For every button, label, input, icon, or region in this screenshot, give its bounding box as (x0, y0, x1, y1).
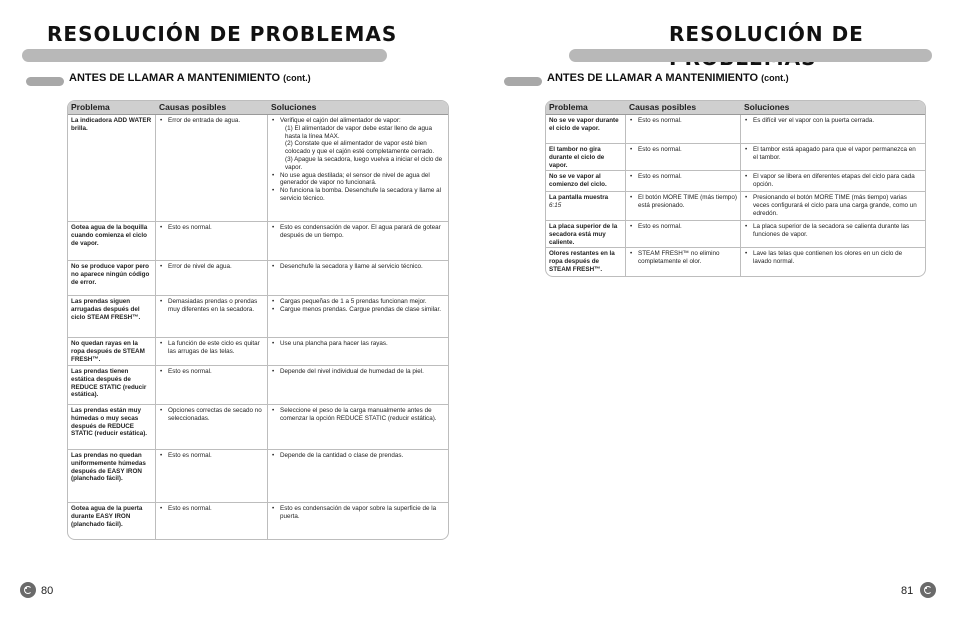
problem-text: No se ve vapor durante el ciclo de vapor. (549, 117, 619, 132)
problem-text: La indicadora ADD WATER brilla. (71, 117, 152, 132)
cause-cell (156, 115, 268, 221)
problem-text: Las prendas siguen arrugadas después del ciclo STEAM FRESH™. (71, 298, 141, 321)
solution-item (753, 223, 922, 239)
problem-cell (68, 115, 156, 221)
cause-list (159, 298, 264, 314)
cause-list (159, 340, 264, 356)
table-header (546, 101, 925, 115)
cause-item: • Esto es normal. (168, 505, 264, 513)
cause-cell (626, 115, 741, 143)
title-divider (22, 49, 387, 62)
problem-cell (68, 338, 156, 365)
cause-list (159, 117, 264, 125)
title-divider (569, 49, 932, 62)
solution-list (271, 368, 445, 376)
problem-text: La placa superior de la secadora está muy caliente. (549, 223, 618, 246)
solution-step: (3) Apague la secadora, luego vuelva a iniciar el ciclo de vapor. (285, 155, 443, 171)
solution-list (271, 407, 445, 423)
table-row (546, 221, 925, 248)
section-pill (26, 77, 64, 86)
section-cont: (cont.) (283, 73, 311, 83)
solution-list (744, 250, 922, 266)
cause-list (629, 194, 737, 210)
cause-cell (626, 221, 741, 247)
problem-cell (68, 366, 156, 404)
cause-list (159, 368, 264, 376)
solution-text: Verifique el cajón del alimentador de vapor: (280, 117, 401, 124)
solution-text: Desenchufe la secadora y llame al servicio técnico. (280, 263, 423, 270)
lg-logo-icon (20, 582, 36, 598)
table-header (68, 101, 448, 115)
solution-item (280, 298, 445, 306)
cause-cell (626, 192, 741, 220)
problem-cell (546, 115, 626, 143)
problem-text: El tambor no gira durante el ciclo de vapor. (549, 146, 605, 169)
solution-cell (268, 222, 448, 260)
table-row (68, 366, 448, 405)
solution-cell (741, 144, 925, 170)
solution-list (271, 505, 445, 521)
column-header: Problema (549, 102, 588, 112)
section-cont: (cont.) (761, 73, 789, 83)
cause-cell (156, 450, 268, 502)
cause-item: • STEAM FRESH™ no elimino completamente el olor. (638, 250, 737, 266)
troubleshooting-table (67, 100, 449, 540)
solution-cell (268, 115, 448, 221)
solution-text: Depende del nivel individual de humedad de la piel. (280, 368, 424, 375)
table-row (68, 405, 448, 450)
solution-text: Use una plancha para hacer las rayas. (280, 340, 388, 347)
cause-list (159, 263, 264, 271)
cause-item: • Esto es normal. (638, 117, 737, 125)
solution-item (280, 187, 445, 203)
column-header: Causas posibles (159, 102, 227, 112)
solution-text: Depende de la cantidad o clase de prendas. (280, 452, 404, 459)
cause-cell (626, 144, 741, 170)
table-row (546, 115, 925, 144)
column-header: Causas posibles (629, 102, 697, 112)
cause-item: • Error de nivel de agua. (168, 263, 264, 271)
problem-text: No se ve vapor al comienzo del ciclo. (549, 173, 607, 188)
solution-text: El tambor está apagado para que el vapor permanezca en el tambor. (753, 146, 916, 161)
problem-text: La pantalla muestra (549, 194, 609, 201)
solution-item (280, 340, 445, 348)
section-title (69, 72, 311, 84)
cause-cell (156, 405, 268, 449)
solution-item (280, 224, 445, 240)
display-readout: 6:15 (549, 201, 562, 209)
problem-text: Las prendas están muy húmedas o muy secas después de REDUCE STATIC (reducir estática). (71, 407, 148, 438)
table-row (68, 115, 448, 222)
solution-text: La placa superior de la secadora se calienta durante las funciones de vapor. (753, 223, 910, 238)
cause-list (159, 505, 264, 513)
problem-cell (68, 405, 156, 449)
solution-step: (2) Constate que el alimentador de vapor esté bien colocado y que el cajón esté completamente cerrado. (285, 140, 435, 156)
cause-list (629, 223, 737, 231)
problem-cell (68, 222, 156, 260)
problem-cell (68, 450, 156, 502)
problem-cell (68, 296, 156, 337)
solution-text: Seleccione el peso de la carga manualmente antes de comenzar la opción REDUCE STATIC (reducir estática). (280, 407, 437, 422)
cause-item: • Esto es normal. (168, 452, 264, 460)
table-row (68, 338, 448, 366)
cause-item: • Esto es normal. (638, 146, 737, 154)
problem-text: Las prendas no quedan uniformemente húmedas después de EASY IRON (planchado fácil). (71, 452, 146, 483)
problem-text: Las prendas tienen estática después de REDUCE STATIC (reducir estática). (71, 368, 147, 399)
solution-item (753, 173, 922, 189)
solution-item (280, 407, 445, 423)
solution-text: Presionando el botón MORE TIME (más tiempo) varias veces configurará el ciclo para una carga grande, como un edredón. (753, 194, 917, 217)
problem-text: Olores restantes en la ropa después de STEAM FRESH™. (549, 250, 615, 273)
cause-list (159, 452, 264, 460)
solution-cell (268, 405, 448, 449)
problem-text: No quedan rayas en la ropa después de STEAM FRESH™. (71, 340, 145, 363)
solution-list (271, 117, 445, 203)
cause-item: • El botón MORE TIME (más tiempo) está presionado. (638, 194, 737, 210)
cause-list (629, 117, 737, 125)
solution-item (280, 368, 445, 376)
solution-item (280, 117, 445, 172)
problem-cell (68, 503, 156, 540)
column-header: Soluciones (744, 102, 790, 112)
solution-list (744, 117, 922, 125)
solution-item (280, 263, 445, 271)
solution-text: Es difícil ver el vapor con la puerta cerrada. (753, 117, 875, 124)
cause-item: • Esto es normal. (168, 224, 264, 232)
table-row (68, 296, 448, 338)
cause-list (159, 224, 264, 232)
cause-item: • La función de este ciclo es quitar las arrugas de las telas. (168, 340, 264, 356)
solution-text: Cargue menos prendas. Cargue prendas de clase similar. (280, 305, 442, 313)
cause-item: • Esto es normal. (638, 223, 737, 231)
solution-cell (741, 248, 925, 277)
solution-item (753, 117, 922, 125)
solution-cell (268, 366, 448, 404)
problem-text: Gotea agua de la puerta durante EASY IRON (planchado fácil). (71, 505, 143, 528)
page-number: 81 (901, 585, 914, 597)
cause-item: • Opciones correctas de secado no seleccionadas. (168, 407, 264, 423)
solution-step: (1) El alimentador de vapor debe estar lleno de agua hasta la línea MAX. (285, 124, 433, 140)
solution-text: Esto es condensación de vapor sobre la superficie de la puerta. (280, 505, 437, 520)
solution-cell (268, 503, 448, 540)
solution-list (271, 340, 445, 348)
section-title-text: ANTES DE LLAMAR A MANTENIMIENTO (69, 72, 281, 84)
cause-list (629, 173, 737, 181)
cause-list (629, 250, 737, 266)
table-row (68, 450, 448, 503)
solution-text: Lave las telas que contienen los olores en un ciclo de lavado normal. (753, 250, 903, 265)
problem-cell (546, 248, 626, 277)
solution-list (271, 452, 445, 460)
solution-cell (268, 261, 448, 295)
solution-text: No funciona la bomba. Desenchufe la secadora y llame al servicio técnico. (280, 187, 442, 202)
cause-cell (626, 248, 741, 277)
problem-cell (546, 144, 626, 170)
problem-cell (546, 171, 626, 191)
solution-item (280, 306, 445, 314)
solution-item (280, 452, 445, 460)
page-number: 80 (41, 585, 54, 597)
table-row (68, 503, 448, 540)
page-title: RESOLUCIÓN DE (669, 22, 864, 46)
table-row (68, 261, 448, 296)
solution-item (753, 146, 922, 162)
table-row (546, 171, 925, 192)
cause-item: • Demasiadas prendas o prendas muy diferentes en la secadora. (168, 298, 264, 314)
solution-cell (268, 450, 448, 502)
cause-item: • Error de entrada de agua. (168, 117, 264, 125)
cause-item: • Esto es normal. (168, 368, 264, 376)
solution-item (753, 194, 922, 217)
solution-list (271, 263, 445, 271)
problem-text: No se produce vapor pero no aparece ningún código de error. (71, 263, 150, 286)
solution-text: No use agua destilada; el sensor de nivel de agua del generador de vapor no funcionará. (280, 171, 430, 187)
cause-list (159, 407, 264, 423)
section-pill (504, 77, 542, 86)
table-row (546, 192, 925, 221)
table-row (546, 144, 925, 171)
cause-cell (156, 222, 268, 260)
solution-list (744, 223, 922, 239)
solution-text: Esto es condensación de vapor. El agua parará de gotear después de un tiempo. (280, 224, 441, 239)
section-title-text: ANTES DE LLAMAR A MANTENIMIENTO (547, 72, 759, 84)
lg-logo-icon (920, 582, 936, 598)
cause-list (629, 146, 737, 154)
solution-list (744, 173, 922, 189)
solution-text: Cargas pequeñas de 1 a 5 prendas funcionan mejor. (280, 298, 427, 305)
problem-text: Gotea agua de la boquilla cuando comienza el ciclo de vapor. (71, 224, 148, 247)
solution-item (280, 505, 445, 521)
solution-text: El vapor se libera en diferentes etapas del ciclo para cada opción. (753, 173, 915, 188)
table-row (68, 222, 448, 261)
cause-cell (626, 171, 741, 191)
solution-item (280, 172, 445, 188)
solution-list (271, 298, 445, 314)
section-title (547, 72, 789, 84)
page-right (477, 0, 954, 618)
problem-cell (546, 221, 626, 247)
cause-cell (156, 366, 268, 404)
solution-cell (741, 192, 925, 220)
column-header: Soluciones (271, 102, 317, 112)
solution-cell (741, 115, 925, 143)
problem-cell (68, 261, 156, 295)
table-row (546, 248, 925, 277)
solution-list (744, 146, 922, 162)
cause-cell (156, 503, 268, 540)
cause-cell (156, 338, 268, 365)
solution-cell (268, 338, 448, 365)
cause-cell (156, 296, 268, 337)
column-header: Problema (71, 102, 110, 112)
solution-item (753, 250, 922, 266)
solution-cell (741, 171, 925, 191)
cause-item: • Esto es normal. (638, 173, 737, 181)
solution-cell (741, 221, 925, 247)
solution-list (744, 194, 922, 217)
solution-list (271, 224, 445, 240)
page-title: RESOLUCIÓN DE PROBLEMAS (47, 22, 398, 46)
problem-cell (546, 192, 626, 220)
cause-cell (156, 261, 268, 295)
troubleshooting-table (545, 100, 926, 277)
solution-cell (268, 296, 448, 337)
